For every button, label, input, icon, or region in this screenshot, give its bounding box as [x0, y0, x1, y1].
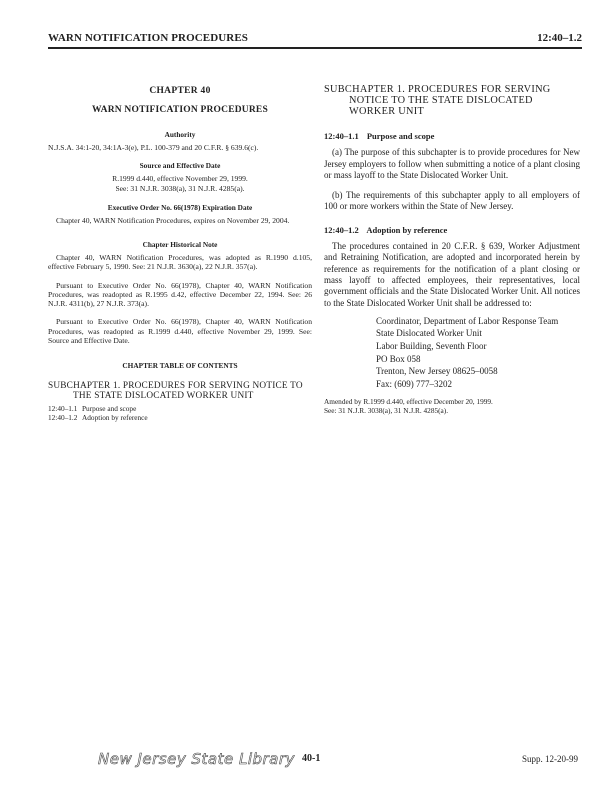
library-watermark: New Jersey State Library: [98, 750, 295, 768]
section-paragraph: (a) The purpose of this subchapter is to provide procedures for New Jersey employers to follow when submitting a notice of a plant closing or mass layoff to the State Dislocated Worker Unit.: [324, 147, 580, 180]
toc-entry-number: 12:40–1.1: [48, 404, 78, 414]
mailing-address: [376, 315, 580, 391]
section-heading: [324, 225, 580, 236]
section-heading: [324, 131, 580, 142]
section-title: Purpose and scope: [366, 131, 435, 141]
chapter-title: WARN NOTIFICATION PROCEDURES: [92, 105, 268, 116]
address-line: State Dislocated Worker Unit: [376, 328, 482, 339]
executive-order-text: Chapter 40, WARN Notification Procedures, expires on November 29, 2004.: [56, 216, 290, 226]
page-footer: [0, 750, 616, 770]
section-number: 12:40–1.2: [324, 224, 359, 235]
amendment-line: Amended by R.1999 d.440, effective December 20, 1999.: [324, 397, 493, 407]
toc-entry-title: Purpose and scope: [82, 404, 137, 414]
supplement-date: Supp. 12-20-99: [522, 754, 578, 764]
toc-heading: CHAPTER TABLE OF CONTENTS: [122, 361, 238, 371]
history-paragraph: Chapter 40, WARN Notification Procedures, was adopted as R.1990 d.105, effective February 5, 1990. See: 21 N.J.R. 3630(a), 22 N.J.R. 357(a).: [48, 252, 312, 272]
source-heading: Source and Effective Date: [139, 161, 221, 171]
executive-order-heading: Executive Order No. 66(1978) Expiration Date: [107, 203, 253, 213]
toc-subchapter-title: SUBCHAPTER 1. PROCEDURES FOR SERVING NOTICE TO THE STATE DISLOCATED WORKER UNIT: [48, 380, 303, 402]
authority-heading: Authority: [164, 129, 196, 139]
section-paragraph: The procedures contained in 20 C.F.R. § 639, Worker Adjustment and Retraining Notification, are adopted and incorporated herein by reference as requirements for the notification of a plant closing or mass layoff to affected employees, their representatives, local government officials and the State Dislocated Worker Unit. All notices to the State Dislocated Worker Unit shall be addressed to:: [324, 241, 580, 308]
amendment-line: See: 31 N.J.R. 3038(a), 31 N.J.R. 4285(a).: [324, 406, 449, 416]
amendment-note: [324, 397, 580, 415]
toc-entry: [48, 414, 312, 423]
header-section-number: 12:40–1.2: [537, 32, 582, 44]
page-number: 40-1: [302, 753, 321, 764]
section-number: 12:40–1.1: [324, 131, 359, 141]
history-paragraph: Pursuant to Executive Order No. 66(1978), Chapter 40, WARN Notification Procedures, was readopted as R.1999 d.440, effective November 29, 1999. See: Source and Effective Date.: [48, 317, 312, 346]
address-line: PO Box 058: [376, 353, 421, 364]
toc-entry-title: Adoption by reference: [82, 413, 148, 423]
history-heading: Chapter Historical Note: [142, 239, 218, 249]
toc-entry-number: 12:40–1.2: [48, 413, 78, 423]
subchapter-title: SUBCHAPTER 1. PROCEDURES FOR SERVING NOTICE TO THE STATE DISLOCATED WORKER UNIT: [324, 84, 551, 117]
address-line: Coordinator, Department of Labor Response Team: [376, 315, 559, 326]
chapter-number: CHAPTER 40: [149, 86, 211, 96]
source-text: [48, 174, 312, 193]
source-line: See: 31 N.J.R. 3038(a), 31 N.J.R. 4285(a).: [115, 183, 245, 193]
address-line: Labor Building, Seventh Floor: [376, 341, 487, 352]
section-title: Adoption by reference: [366, 224, 448, 235]
authority-text: N.J.S.A. 34:1-20, 34:1A-3(e), P.L. 100-379 and 20 C.F.R. § 639.6(c).: [48, 142, 259, 152]
section-paragraph: (b) The requirements of this subchapter apply to all employers of 100 or more workers within the State of New Jersey.: [324, 190, 580, 212]
left-column: [48, 84, 312, 423]
address-line: Fax: (609) 777–3202: [376, 378, 452, 389]
running-header: [48, 31, 582, 49]
right-column: [324, 84, 580, 415]
source-line: R.1999 d.440, effective November 29, 1999.: [112, 174, 248, 184]
header-title: WARN NOTIFICATION PROCEDURES: [48, 32, 249, 44]
history-paragraph: Pursuant to Executive Order No. 66(1978), Chapter 40, WARN Notification Procedures, was readopted as R.1995 d.42, effective December 22, 1994. See: 26 N.J.R. 4311(b), 27 N.J.R. 373(a).: [48, 280, 312, 309]
address-line: Trenton, New Jersey 08625–0058: [376, 366, 498, 377]
